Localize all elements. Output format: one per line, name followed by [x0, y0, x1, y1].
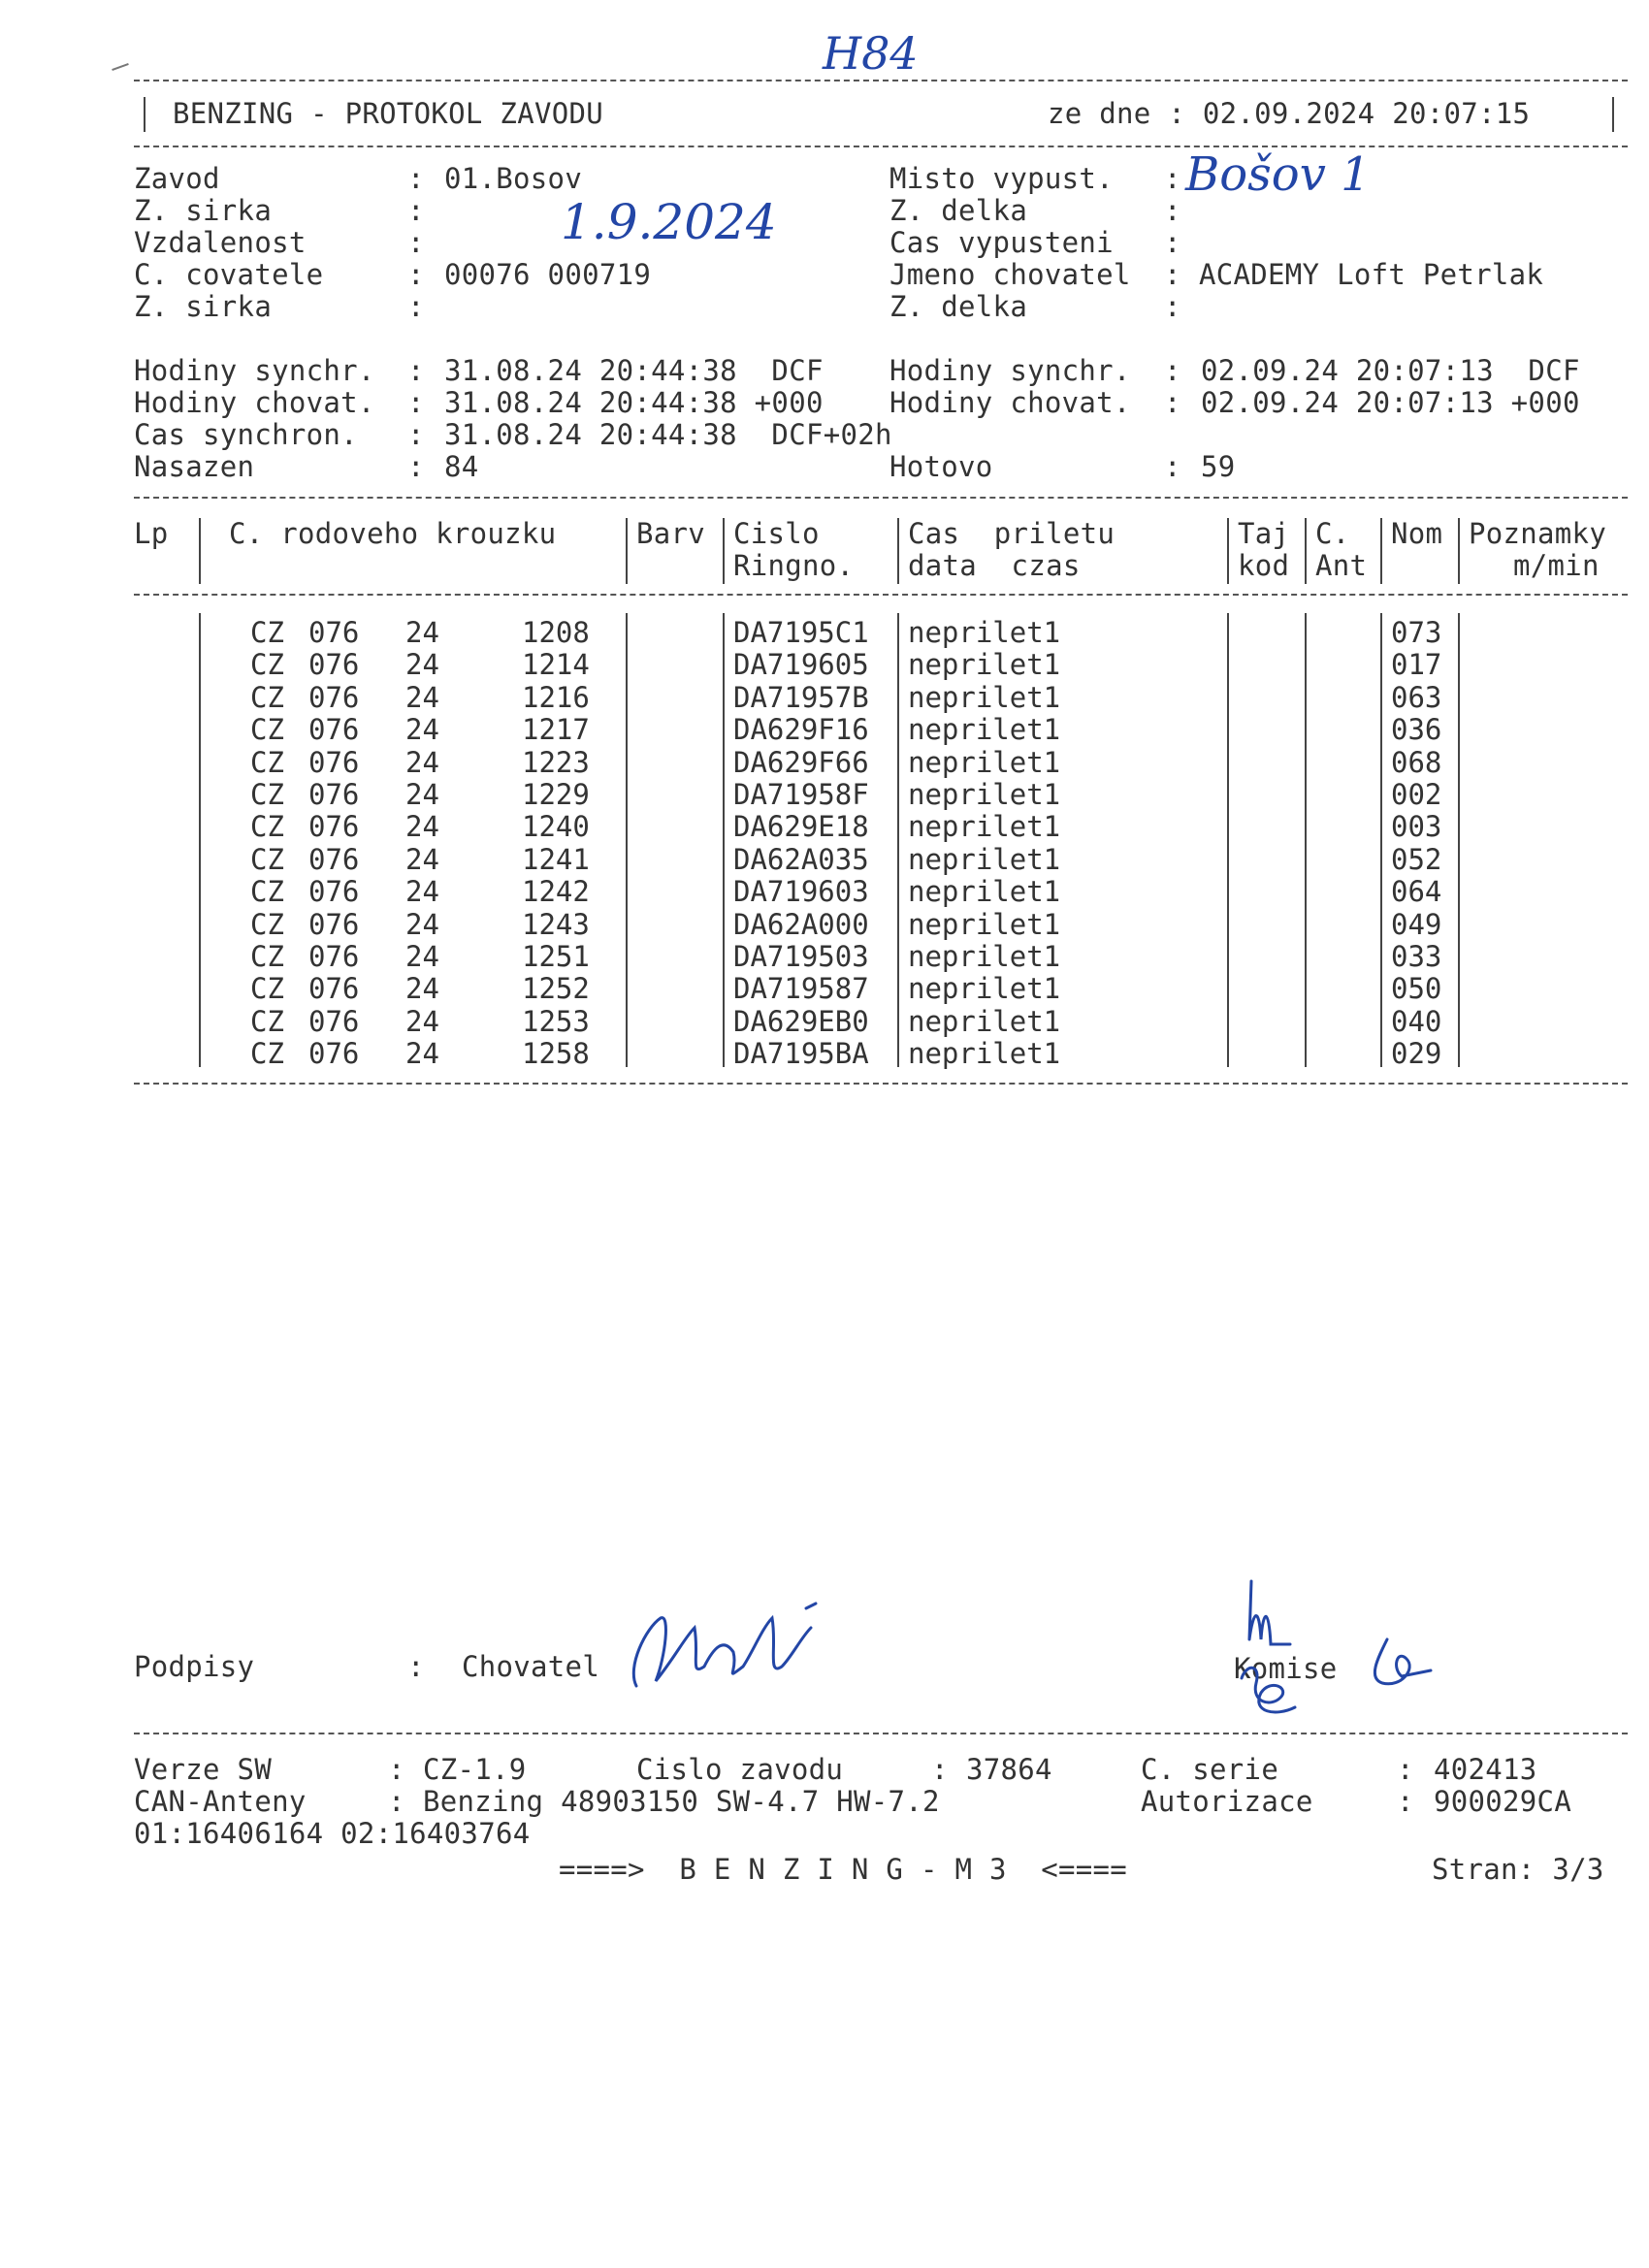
ringno: DA629E18 — [733, 810, 869, 844]
nom-value: 052 — [1391, 842, 1442, 876]
nom-value: 002 — [1391, 778, 1442, 811]
arrival-status: neprilet1 — [908, 940, 1061, 973]
col-divider — [1380, 518, 1382, 584]
sync-value: 31.08.24 20:44:38 DCF+02h — [444, 418, 892, 451]
antenna-label: CAN-Anteny — [134, 1785, 307, 1818]
sync-colon: : — [1164, 450, 1181, 483]
ringno: DA7195BA — [733, 1037, 869, 1071]
ring-org: 076 — [308, 1004, 360, 1038]
info-label: Vzdalenost — [134, 226, 307, 259]
ring-number: 1240 — [522, 810, 590, 844]
nom-value: 064 — [1391, 875, 1442, 909]
ring-year: 24 — [405, 875, 439, 909]
arrival-status: neprilet1 — [908, 1037, 1061, 1071]
ring-org: 076 — [308, 907, 360, 941]
ringno: DA7195C1 — [733, 616, 869, 649]
col-divider — [626, 518, 628, 584]
sync-colon: : — [407, 386, 425, 419]
col-pozn-sub: m/min — [1513, 549, 1600, 582]
footer-colon: : — [1397, 1785, 1414, 1818]
info-colon: : — [1164, 162, 1181, 195]
ring-year: 24 — [405, 1037, 439, 1071]
info-colon: : — [407, 258, 425, 291]
ringno: DA719603 — [733, 875, 869, 909]
sw-version: CZ-1.9 — [423, 1753, 527, 1786]
ring-number: 1223 — [522, 745, 590, 779]
sync-value: 02.09.24 20:07:13 +000 — [1201, 386, 1580, 419]
ring-country: CZ — [250, 616, 284, 649]
birds-entered: 84 — [444, 450, 479, 483]
sync-label: Hodiny chovat. — [889, 386, 1131, 419]
col-cislo-sub: Ringno. — [733, 549, 855, 582]
col-divider — [1458, 613, 1460, 1067]
report-title: BENZING - PROTOKOL ZAVODU — [173, 97, 603, 130]
ring-number: 1243 — [522, 907, 590, 941]
date-label-text: ze dne — [1048, 97, 1151, 130]
report-date: 02.09.2024 20:07:15 — [1202, 97, 1531, 130]
col-lp: Lp — [134, 517, 169, 550]
signatures-label: Podpisy — [134, 1650, 255, 1683]
col-divider — [723, 613, 725, 1067]
ring-number: 1229 — [522, 778, 590, 811]
footer-colon: : — [388, 1753, 405, 1786]
serial-label: C. serie — [1141, 1753, 1279, 1786]
date-label: ze dne : 02.09.2024 20:07:15 — [1048, 97, 1531, 130]
handwritten-release-place: Bošov 1 — [1185, 147, 1371, 202]
col-divider — [723, 518, 725, 584]
ring-country: CZ — [250, 778, 284, 811]
info-value: 00076 000719 — [444, 258, 652, 291]
ring-org: 076 — [308, 972, 360, 1006]
ringno: DA629F16 — [733, 713, 869, 747]
breeder-signature — [617, 1599, 840, 1705]
nom-value: 073 — [1391, 616, 1442, 649]
ring-org: 076 — [308, 1037, 360, 1071]
ring-number: 1253 — [522, 1004, 590, 1038]
nom-value: 068 — [1391, 745, 1442, 779]
col-taj-sub: kod — [1238, 549, 1290, 582]
info-label: Jmeno chovatel — [889, 258, 1131, 291]
sync-value: 02.09.24 20:07:13 DCF — [1201, 354, 1580, 387]
nom-value: 049 — [1391, 907, 1442, 941]
arrival-status: neprilet1 — [908, 680, 1061, 714]
ring-country: CZ — [250, 810, 284, 844]
ring-year: 24 — [405, 778, 439, 811]
ring-year: 24 — [405, 680, 439, 714]
ring-year: 24 — [405, 713, 439, 747]
ringno: DA719605 — [733, 648, 869, 682]
ring-country: CZ — [250, 648, 284, 682]
col-divider — [199, 613, 201, 1067]
arrival-status: neprilet1 — [908, 713, 1061, 747]
info-label: Z. delka — [889, 194, 1028, 227]
sync-label: Hotovo — [889, 450, 993, 483]
ringno: DA719503 — [733, 940, 869, 973]
ringno: DA719587 — [733, 972, 869, 1006]
ring-country: CZ — [250, 842, 284, 876]
handwritten-date: 1.9.2024 — [561, 194, 777, 250]
info-label: Z. sirka — [134, 194, 273, 227]
col-divider — [897, 518, 899, 584]
ring-country: CZ — [250, 745, 284, 779]
ring-org: 076 — [308, 778, 360, 811]
breeder-name: ACADEMY Loft Petrlak — [1199, 258, 1544, 291]
antenna-info: Benzing 48903150 SW-4.7 HW-7.2 — [423, 1785, 940, 1818]
signatures-colon: : — [407, 1650, 425, 1683]
info-label: C. covatele — [134, 258, 324, 291]
ring-country: CZ — [250, 972, 284, 1006]
ring-country: CZ — [250, 875, 284, 909]
info-colon: : — [1164, 194, 1181, 227]
ring-country: CZ — [250, 940, 284, 973]
info-colon: : — [407, 290, 425, 323]
info-colon: : — [1164, 290, 1181, 323]
ring-year: 24 — [405, 842, 439, 876]
breeder-signature-label: Chovatel — [462, 1650, 600, 1683]
separator-line — [134, 497, 1628, 499]
header-border-right — [1612, 97, 1614, 132]
arrival-status: neprilet1 — [908, 842, 1061, 876]
ring-org: 076 — [308, 842, 360, 876]
info-label: Z. delka — [889, 290, 1028, 323]
nom-value: 050 — [1391, 972, 1442, 1006]
arrival-status: neprilet1 — [908, 810, 1061, 844]
sync-colon: : — [407, 354, 425, 387]
ring-org: 076 — [308, 745, 360, 779]
ringno: DA629F66 — [733, 745, 869, 779]
nom-value: 033 — [1391, 940, 1442, 973]
col-ring: C. rodoveho krouzku — [229, 517, 557, 550]
info-colon: : — [407, 226, 425, 259]
commission-signature-label: Komise — [1234, 1652, 1338, 1685]
header-border-left — [144, 97, 146, 132]
authorization-code: 900029CA — [1434, 1785, 1572, 1818]
benzing-banner: ====> B E N Z I N G - M 3 <==== — [559, 1853, 1128, 1886]
arrival-status: neprilet1 — [908, 1004, 1061, 1038]
pen-stroke — [112, 63, 129, 71]
birds-done: 59 — [1201, 450, 1236, 483]
col-cant: C. — [1315, 517, 1350, 550]
ring-country: CZ — [250, 1037, 284, 1071]
sync-value: 31.08.24 20:44:38 DCF — [444, 354, 824, 387]
col-divider — [1305, 613, 1307, 1067]
info-label: Cas vypusteni — [889, 226, 1114, 259]
serial-number: 402413 — [1434, 1753, 1537, 1786]
col-cas-sub: data czas — [908, 549, 1081, 582]
ring-number: 1251 — [522, 940, 590, 973]
nom-value: 040 — [1391, 1004, 1442, 1038]
sync-colon: : — [1164, 354, 1181, 387]
info-label: Misto vypust. — [889, 162, 1114, 195]
arrival-status: neprilet1 — [908, 907, 1061, 941]
arrival-status: neprilet1 — [908, 745, 1061, 779]
ring-number: 1252 — [522, 972, 590, 1006]
col-barv: Barv — [636, 517, 706, 550]
page-number: Stran: 3/3 — [1432, 1853, 1604, 1886]
ring-number: 1217 — [522, 713, 590, 747]
col-divider — [1227, 518, 1229, 584]
sync-colon: : — [407, 418, 425, 451]
ringno: DA71958F — [733, 778, 869, 811]
separator-line — [134, 1733, 1628, 1734]
col-divider — [199, 518, 201, 584]
race-number-label: Cislo zavodu — [636, 1753, 844, 1786]
ring-number: 1208 — [522, 616, 590, 649]
authorization-label: Autorizace — [1141, 1785, 1313, 1818]
ring-year: 24 — [405, 616, 439, 649]
race-number: 37864 — [966, 1753, 1052, 1786]
ring-org: 076 — [308, 648, 360, 682]
ring-country: CZ — [250, 680, 284, 714]
ring-year: 24 — [405, 940, 439, 973]
info-colon: : — [1164, 226, 1181, 259]
ring-country: CZ — [250, 1004, 284, 1038]
ring-country: CZ — [250, 713, 284, 747]
nom-value: 017 — [1391, 648, 1442, 682]
ringno: DA629EB0 — [733, 1004, 869, 1038]
arrival-status: neprilet1 — [908, 616, 1061, 649]
arrival-status: neprilet1 — [908, 648, 1061, 682]
info-label: Z. sirka — [134, 290, 273, 323]
arrival-status: neprilet1 — [908, 875, 1061, 909]
col-divider — [897, 613, 899, 1067]
nom-value: 003 — [1391, 810, 1442, 844]
info-colon: : — [407, 162, 425, 195]
col-divider — [1305, 518, 1307, 584]
ring-number: 1258 — [522, 1037, 590, 1071]
ring-number: 1241 — [522, 842, 590, 876]
ring-org: 076 — [308, 616, 360, 649]
sync-label: Hodiny synchr. — [889, 354, 1131, 387]
ring-year: 24 — [405, 810, 439, 844]
nom-value: 029 — [1391, 1037, 1442, 1071]
info-value: 01.Bosov — [444, 162, 583, 195]
ringno: DA62A000 — [733, 907, 869, 941]
col-cislo: Cislo — [733, 517, 820, 550]
ringno: DA71957B — [733, 680, 869, 714]
antenna-ids: 01:16406164 02:16403764 — [134, 1817, 531, 1850]
footer-colon: : — [388, 1785, 405, 1818]
ring-number: 1216 — [522, 680, 590, 714]
col-divider — [1227, 613, 1229, 1067]
separator-line — [134, 594, 1628, 596]
nom-value: 036 — [1391, 713, 1442, 747]
col-cant-sub: Ant — [1315, 549, 1368, 582]
ring-org: 076 — [308, 875, 360, 909]
col-nom: Nom — [1391, 517, 1443, 550]
sync-label: Hodiny chovat. — [134, 386, 375, 419]
footer-colon: : — [1397, 1753, 1414, 1786]
col-taj: Taj — [1238, 517, 1290, 550]
arrival-status: neprilet1 — [908, 778, 1061, 811]
sync-colon: : — [1164, 386, 1181, 419]
ring-org: 076 — [308, 940, 360, 973]
sync-value: 31.08.24 20:44:38 +000 — [444, 386, 824, 419]
col-divider — [1458, 518, 1460, 584]
ring-org: 076 — [308, 810, 360, 844]
col-divider — [626, 613, 628, 1067]
commission-signature — [1222, 1571, 1445, 1736]
separator-line — [134, 146, 1628, 147]
separator-line — [134, 80, 1628, 81]
col-pozn: Poznamky — [1469, 517, 1607, 550]
info-colon: : — [407, 194, 425, 227]
sync-label: Hodiny synchr. — [134, 354, 375, 387]
ring-year: 24 — [405, 648, 439, 682]
separator-line — [134, 1083, 1628, 1085]
ring-year: 24 — [405, 745, 439, 779]
ring-year: 24 — [405, 907, 439, 941]
ringno: DA62A035 — [733, 842, 869, 876]
arrival-status: neprilet1 — [908, 972, 1061, 1006]
ring-year: 24 — [405, 1004, 439, 1038]
col-divider — [1380, 613, 1382, 1067]
footer-colon: : — [931, 1753, 949, 1786]
ring-year: 24 — [405, 972, 439, 1006]
handwritten-page-mark: H84 — [823, 27, 919, 80]
col-cas: Cas priletu — [908, 517, 1116, 550]
sync-label: Cas synchron. — [134, 418, 358, 451]
ring-country: CZ — [250, 907, 284, 941]
info-colon: : — [1164, 258, 1181, 291]
info-label: Zavod — [134, 162, 220, 195]
ring-org: 076 — [308, 713, 360, 747]
ring-number: 1242 — [522, 875, 590, 909]
ring-number: 1214 — [522, 648, 590, 682]
sw-version-label: Verze SW — [134, 1753, 273, 1786]
ring-org: 076 — [308, 680, 360, 714]
nom-value: 063 — [1391, 680, 1442, 714]
sync-colon: : — [407, 450, 425, 483]
sync-label: Nasazen — [134, 450, 255, 483]
